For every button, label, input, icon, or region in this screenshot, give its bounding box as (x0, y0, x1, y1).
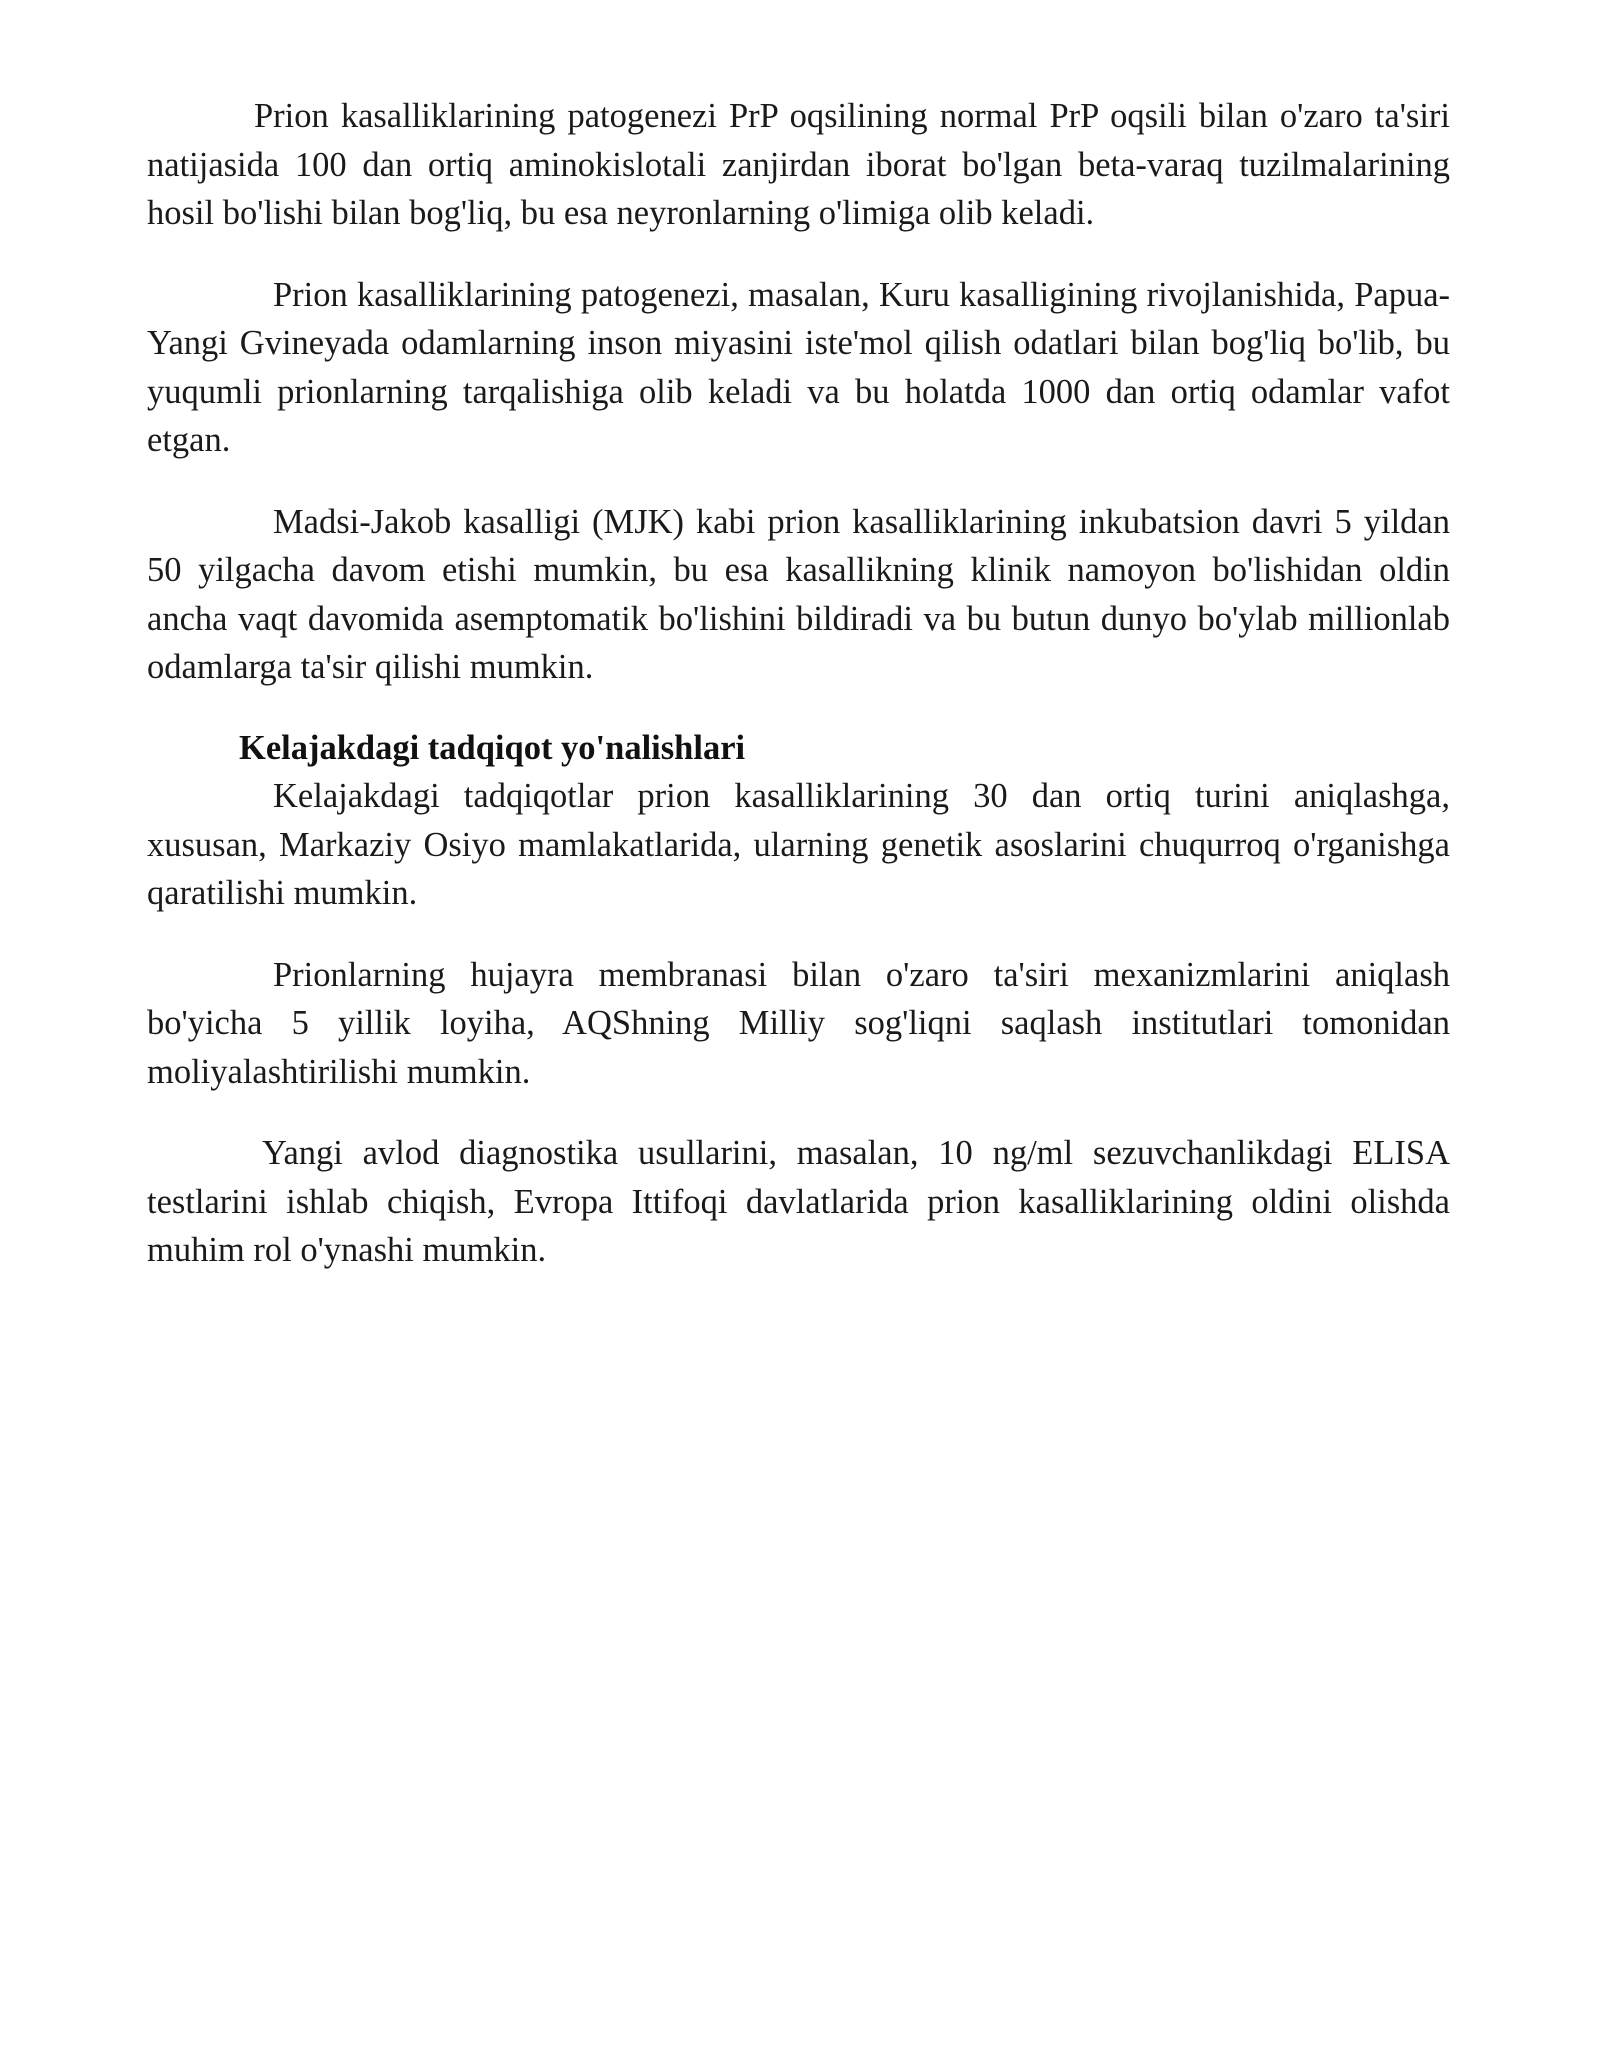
paragraph-incubation-period: Madsi-Jakob kasalligi (MJK) kabi prion kasalliklarining inkubatsion davri 5 yildan 50 yilgacha davom etishi mumkin, bu esa kasallikning klinik namoyon bo'lishidan oldin ancha vaqt davomida asemptomatik bo'lishini bildiradi va bu butun dunyo bo'ylab millionlab odamlarga ta'sir qilishi mumkin. (147, 502, 1450, 686)
section-heading-future-research: Kelajakdagi tadqiqot yo'nalishlari (239, 728, 746, 767)
paragraph-future-research: Kelajakdagi tadqiqotlar prion kasalliklarining 30 dan ortiq turini aniqlashga, xususan, Markaziy Osiyo mamlakatlarida, ularning genetik asoslarini chuqurroq o'rganishga qaratilishi mumkin. (147, 777, 1450, 912)
document-page (147, 92, 1450, 1275)
paragraph-kuru-disease: Prion kasalliklarining patogenezi, masalan, Kuru kasalligining rivojlanishida, Papua-Yangi Gvineyada odamlarning inson miyasini iste'mol qilish odatlari bilan bog'liq bo'lib, bu yuqumli prionlarning tarqalishiga olib keladi va bu holatda 1000 dan ortiq odamlar vafot etgan. (147, 275, 1450, 459)
paragraph-diagnostics: Yangi avlod diagnostika usullarini, masalan, 10 ng/ml sezuvchanlikdagi ELISA testlarini ishlab chiqish, Evropa Ittifoqi davlatlarida prion kasalliklarining oldini olishda muhim rol o'ynashi mumkin. (147, 1134, 1450, 1269)
paragraph-pathogenesis-prp: Prion kasalliklarining patogenezi PrP oqsilining normal PrP oqsili bilan o'zaro ta'siri natijasida 100 dan ortiq aminokislotali zanjirdan iborat bo'lgan beta-varaq tuzilmalarining hosil bo'lishi bilan bog'liq, bu esa neyronlarning o'limiga olib keladi. (147, 97, 1450, 232)
paragraph-membrane-project: Prionlarning hujayra membranasi bilan o'zaro ta'siri mexanizmlarini aniqlash bo'yicha 5 yillik loyiha, AQShning Milliy sog'liqni saqlash institutlari tomonidan moliyalashtirilishi mumkin. (147, 955, 1450, 1091)
